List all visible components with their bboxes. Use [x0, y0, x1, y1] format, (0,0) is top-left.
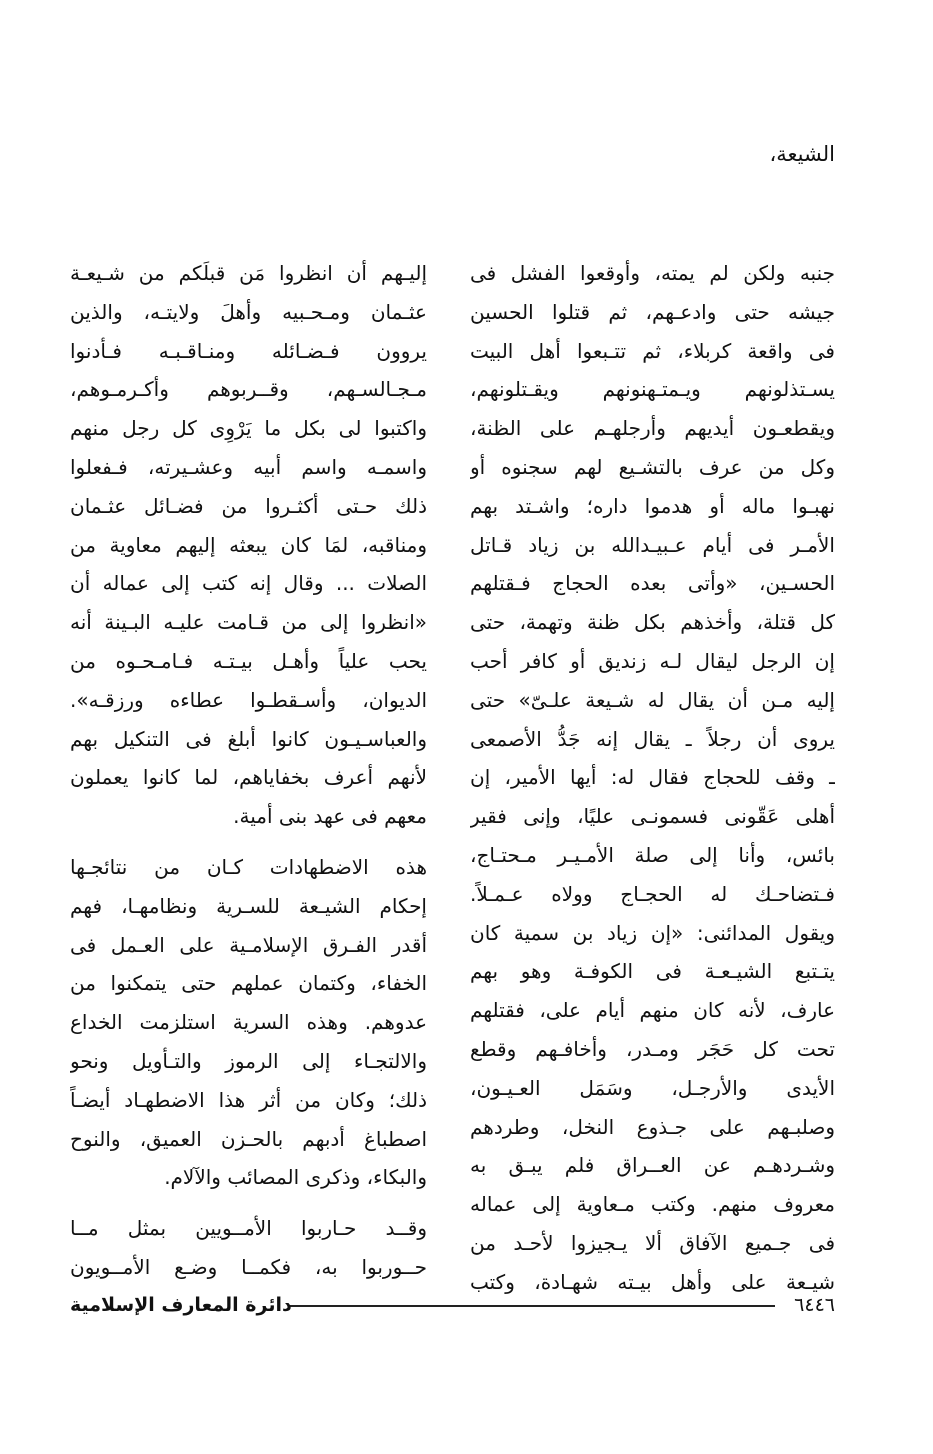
- text-line: تحت كل حَجَر ومـدر، وأخافـهم وقطع: [470, 1036, 835, 1061]
- text-line: الصلات ... وقال إنه كتب إلى عماله أن: [70, 571, 427, 596]
- text-line: إليـهم أن انظروا مَن قبلَكم من شـيعـة: [70, 261, 427, 285]
- text-line: الديوان، وأسـقطـوا عطاءه ورزقـه».: [70, 687, 427, 712]
- text-line: والبكاء، وذكرى المصائب والآلام.: [164, 1165, 427, 1190]
- text-line: هذه الاضطهادات كـان من نتائجـها: [70, 854, 427, 879]
- page-number: ٦٤٤٦: [794, 1294, 835, 1316]
- text-line: ويقول المدائنى: «إن زياد بن سمية كان: [470, 920, 835, 945]
- text-line: لأنهم أعرف بخفاياهم، لما كانوا يعملون: [70, 765, 427, 790]
- text-line: والالتجـاء إلى الرموز والتـأويل ونحو: [70, 1048, 427, 1073]
- text-line: ويقطعـون أيديهم وأرجلهـم على الظنة،: [470, 416, 835, 441]
- left-column: [70, 254, 427, 1287]
- text-line: جيشه حتى وادعـهم، ثم قتلوا الحسين: [470, 299, 835, 324]
- footer-divider: [290, 1305, 775, 1307]
- text-line: واكتبوا لى بكل ما يَرْوِى كل رجل منهم: [70, 416, 427, 441]
- right-column: [470, 254, 835, 1302]
- text-line: الأيدى والأرجـل، وسَمَل العـيـون،: [470, 1075, 835, 1100]
- text-line: «انظروا إلى من قـامت عليـه البـينة أنه: [70, 610, 427, 635]
- text-line: معروف منهم. وكتب مـعاوية إلى عماله: [470, 1192, 835, 1217]
- paragraph-gap: [70, 1197, 427, 1209]
- text-line: فى واقعة كربلاء، ثم تتـبعوا أهل البيت: [470, 338, 835, 363]
- text-line: يروون فـضـائله ومنـاقـبـه فـأدنوا: [70, 338, 427, 363]
- text-line: عثـمان ومـحـبيه وأهلَ ولايتـه، والذين: [70, 299, 427, 324]
- text-line: مـجـالسـهم، وقــربوهم وأكـرمـوهم،: [70, 377, 427, 402]
- text-line: فـتضاحـك له الحجـاج وولاه عـمـلاً.: [470, 881, 835, 906]
- text-line: بائس، وأنا إلى صلة الأمـيـر مـحتـاج،: [470, 842, 835, 867]
- text-line: كل قتلة، وأخذهم بكل ظنة وتهمة، حتى: [470, 610, 835, 635]
- text-line: يتـتبع الشيـعـة فى الكوفـة وهو بهم: [470, 959, 835, 984]
- text-line: إحكام الشيـعة للسـرية ونظامهـا، فهم: [70, 893, 427, 918]
- text-line: وشـردهـم عن العــراق فلم يبـق به: [470, 1153, 835, 1178]
- text-line: نهبـوا ماله أو هدموا داره؛ واشـتد بهم: [470, 493, 835, 518]
- text-line: يحب علياً وأهـل بيـتـه فـامـحـوه من: [70, 648, 427, 673]
- text-line: الخفاء، وكتمان عملهم حتى يتمكنوا من: [70, 971, 427, 996]
- text-line: إن الرجل ليقال لـه زنديق أو كافر أحب: [470, 648, 835, 673]
- text-line: الحسـين، «وأتى بعده الحجاج فـقتلهم: [470, 571, 835, 596]
- text-line: عدوهم. وهذه السرية استلزمت الخداع: [70, 1010, 427, 1035]
- text-line: والعباسـيـون كانوا أبلغ فى التنكيل بهم: [70, 726, 427, 751]
- text-line: وكل من عرف بالتشـيع لهم سجنوه أو: [470, 454, 835, 479]
- text-line: معهم فى عهد بنى أمية.: [233, 804, 427, 829]
- text-line: عارف، لأنه كان منهم أيام على، فقتلهم: [470, 998, 835, 1023]
- text-line: حــوربوا به، فكمــا وضـع الأمــويون: [70, 1254, 427, 1279]
- text-line: شيـعة على وأهل بيـته شهـادة، وكتب: [470, 1269, 835, 1294]
- text-line: واسمـه واسم أبيه وعشـيرته، فـفعلوا: [70, 454, 427, 479]
- page-footer: [70, 1290, 835, 1320]
- text-line: يسـتذلونهم ويـمتـهنونهم ويقـتلونهم،: [470, 377, 835, 402]
- text-line: وقــد حـاربوا الأمــويين بمثل مــا: [70, 1216, 427, 1241]
- paragraph-gap: [70, 836, 427, 848]
- text-line: اصطباغ أدبهم بالحـزن العميق، والنوح: [70, 1126, 427, 1151]
- text-line: يروى أن رجلاً ـ يقال إنه جَدُّ الأصمعى: [470, 726, 835, 751]
- text-line: وصلبـهم على جـذوع النخل، وطردهم: [470, 1114, 835, 1139]
- text-line: ذلك حـتى أكثـروا من فضـائل عثـمان: [70, 493, 427, 518]
- text-line: إليه مـن أن يقال له شـيعة علـىّ» حتى: [470, 687, 835, 712]
- text-line: أهلى عَقّونى فسمونـى عليًا، وإنى فقير: [470, 804, 835, 829]
- running-header-title: الشيعة،: [769, 142, 835, 166]
- text-line: ذلك؛ وكان من أثر هذا الاضطهـاد أيضـاً: [70, 1087, 427, 1112]
- text-line: فى جـميع الآفاق ألا يـجيزوا لأحـد من: [470, 1230, 835, 1255]
- text-line: ومناقبه، لمَا كان يبعثه إليهم معاوية من: [70, 532, 427, 557]
- text-line: الأمـر فى أيام عـبيـدالله بن زياد قـاتل: [470, 532, 835, 557]
- text-line: أقدر الفـرق الإسلامـية على العـمل فى: [70, 932, 427, 957]
- text-line: ـ وقف للحجاج فقال له: أيها الأمير، إن: [470, 765, 835, 790]
- text-line: جنبه ولكن لم يمته، وأوقعوا الفشل فى: [470, 261, 835, 285]
- publication-title: دائرة المعارف الإسلامية: [70, 1294, 292, 1316]
